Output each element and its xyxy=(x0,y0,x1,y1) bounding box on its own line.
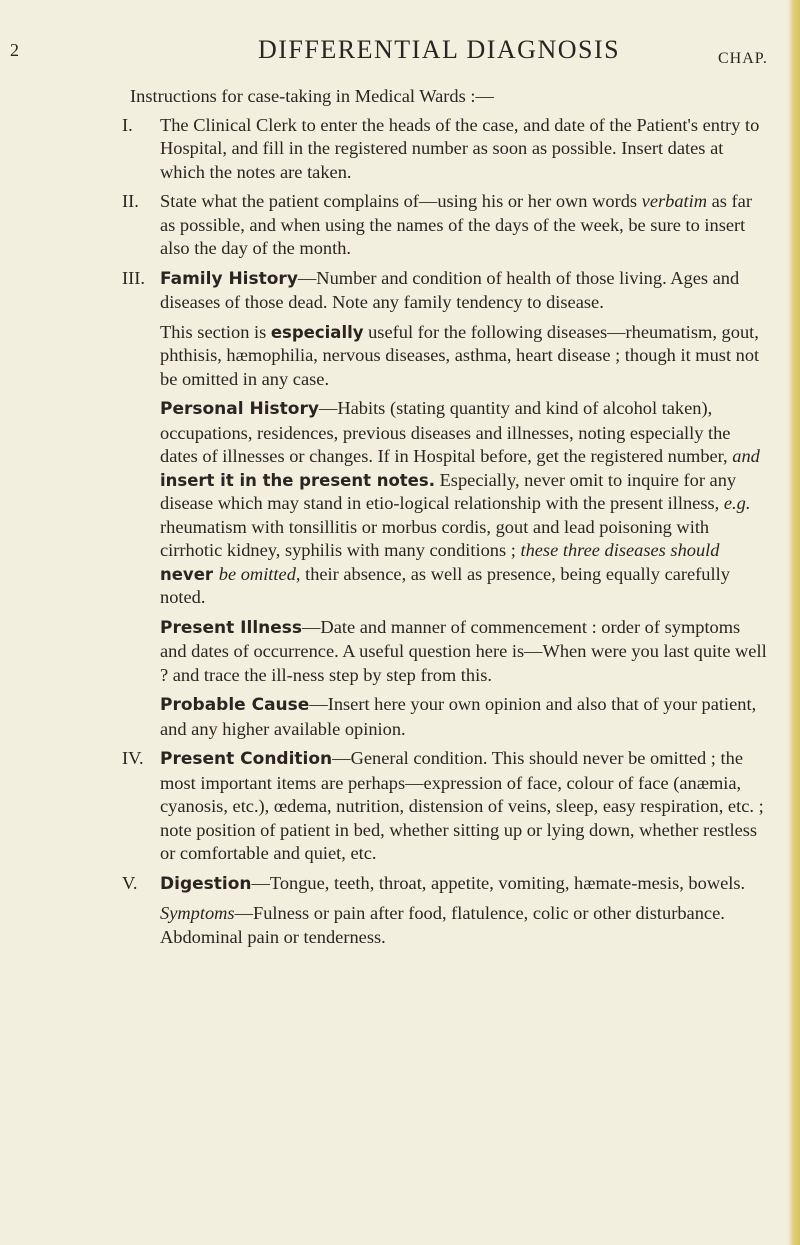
page-number: 2 xyxy=(10,40,19,60)
section-i xyxy=(122,114,770,185)
family-history-note xyxy=(160,321,770,392)
section-numeral: I. xyxy=(122,114,133,135)
digestion-heading: Digestion xyxy=(160,873,252,894)
italic-term: these three diseases should xyxy=(520,540,720,560)
family-history-paragraph xyxy=(160,267,770,315)
intro-heading: Instructions for case-taking in Medical Wards :— xyxy=(130,86,494,106)
text-run: This section is xyxy=(160,321,271,342)
text-run: —Habits (stating quantity and kind of alcohol taken), occupations, residences, previous diseases and illnesses, noting especially the dates of illnesses or changes. If in Hospital before, get the registered number, xyxy=(160,398,733,466)
chapter-label: CHAP. xyxy=(718,50,768,67)
text-run: State what the patient complains of—using his or her own words xyxy=(160,191,642,211)
text-run: —General condition. This should never be omitted ; the most important items are perhaps—expression of face, colour of face (anæmia, cyanosis, etc.), œdema, nutrition, distension of veins, sleep, easy respiration, etc. ; note position of patient in bed, whether sitting up or lying down, whether restless or comfortable and quiet, etc. xyxy=(160,748,764,863)
italic-term: verbatim xyxy=(641,191,708,211)
text-run: Especially, never omit to inquire for any disease which may stand in etio-logical relationship with the present illness, xyxy=(160,469,737,513)
text-run: as far as possible, and when using the names of the days of the week, be sure to insert also the day of the month. xyxy=(160,191,752,258)
section-ii xyxy=(122,190,770,261)
probable-cause-paragraph xyxy=(160,693,770,741)
present-condition-paragraph xyxy=(160,747,770,866)
text-run: —Fulness or pain after food, flatulence, colic or other disturbance. Abdominal pain or tenderness. xyxy=(160,903,725,947)
italic-term: e.g. xyxy=(723,493,751,513)
running-header xyxy=(0,30,800,70)
personal-history-paragraph xyxy=(160,397,770,610)
symptoms-paragraph xyxy=(160,902,770,949)
section-numeral: IV. xyxy=(122,748,144,768)
section-i-text: The Clinical Clerk to enter the heads of the case, and date of the Patient's entry to Hospital, and fill in the registered number as soon as possible. Insert dates at which the notes are taken. xyxy=(160,114,760,182)
section-v xyxy=(122,872,770,950)
text-run: —Tongue, teeth, throat, appetite, vomiting, hæmate-mesis, bowels. xyxy=(251,872,746,893)
text-run: useful for the following diseases—rheumatism, gout, phthisis, hæmophilia, nervous diseases, asthma, heart disease ; though it must not be omitted in any case. xyxy=(160,321,760,389)
text-run: their absence, as well as presence, being equally carefully noted. xyxy=(160,563,730,607)
italic-term: be omitted, xyxy=(218,563,301,584)
section-numeral: V. xyxy=(122,872,138,893)
emphasis: insert it in the present notes. xyxy=(160,470,435,490)
family-history-heading: Family History xyxy=(160,268,298,289)
probable-cause-heading: Probable Cause xyxy=(160,695,310,715)
section-iii xyxy=(122,267,770,742)
present-condition-heading: Present Condition xyxy=(160,749,333,769)
section-numeral: II. xyxy=(122,191,139,211)
text-run: —Number and condition of health of those living. Ages and diseases of those dead. Note any family tendency to disease. xyxy=(160,267,740,312)
section-ii-text xyxy=(160,190,770,261)
section-iv xyxy=(122,747,770,866)
text-run: —Insert here your own opinion and also that of your patient, and any higher available opinion. xyxy=(160,694,757,739)
emphasis: especially xyxy=(270,322,364,342)
section-numeral: III. xyxy=(122,267,145,288)
symptoms-label: Symptoms xyxy=(160,903,235,923)
present-illness-paragraph xyxy=(160,616,770,688)
italic-term: and xyxy=(732,446,760,466)
digestion-paragraph xyxy=(160,872,770,897)
emphasis: never xyxy=(160,564,219,584)
text-run: —Date and manner of commencement : order of symptoms and dates of occurrence. A useful question here is—When were you last quite well ? and trace the ill-ness step by step from this. xyxy=(160,616,767,685)
page-edge xyxy=(788,0,800,1245)
text-run: rheumatism with tonsillitis or morbus cordis, gout and lead poisoning with cirrhotic kidney, syphilis with many conditions ; xyxy=(160,516,710,560)
personal-history-heading: Personal History xyxy=(160,399,319,419)
running-title: DIFFERENTIAL DIAGNOSIS xyxy=(258,35,621,64)
page-body xyxy=(122,85,770,955)
present-illness-heading: Present Illness xyxy=(160,617,303,638)
